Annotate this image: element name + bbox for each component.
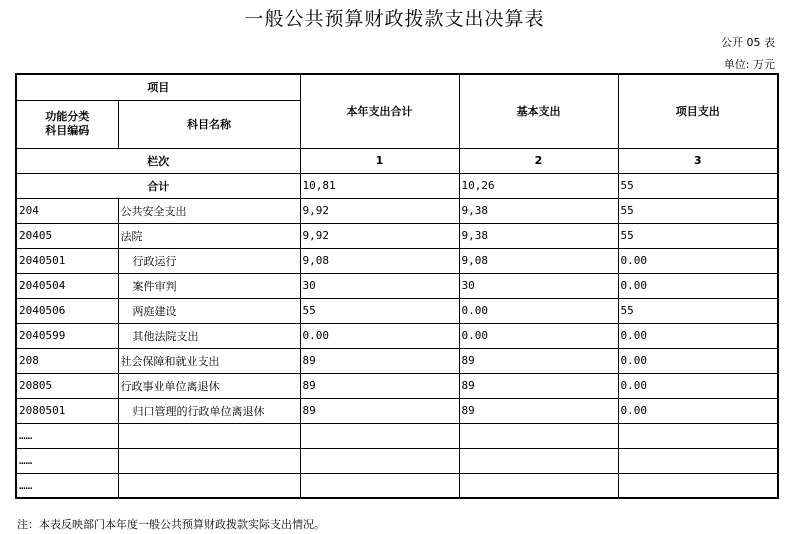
subject-code-cell: 20405	[16, 223, 118, 248]
page-title: 一般公共预算财政拨款支出决算表	[244, 8, 545, 30]
subject-code-cell: 2080501	[16, 398, 118, 423]
subject-code-cell: ……	[16, 423, 118, 448]
total-cell: 10,81	[300, 173, 459, 198]
header-project: 项目支出	[618, 74, 778, 148]
table-row	[16, 448, 778, 473]
total-cell: 9,92	[300, 223, 459, 248]
project-cell: 0.00	[618, 273, 778, 298]
basic-cell: 89	[459, 398, 618, 423]
unit-label: 单位: 万元	[723, 58, 775, 71]
total-cell: 0.00	[300, 323, 459, 348]
subject-name-cell: 其他法院支出	[118, 323, 300, 348]
header-total: 本年支出合计	[300, 74, 459, 148]
footnote: 注：本表反映部门本年度一般公共预算财政拨款实际支出情况。	[17, 518, 325, 531]
subject-name-cell: 行政运行	[118, 248, 300, 273]
total-cell: 9,08	[300, 248, 459, 273]
subject-code-cell: ……	[16, 448, 118, 473]
expenditure-table	[15, 73, 779, 499]
project-cell: 55	[618, 298, 778, 323]
project-cell: 0.00	[618, 398, 778, 423]
project-cell: 55	[618, 198, 778, 223]
basic-cell: 10,26	[459, 173, 618, 198]
table-row	[16, 423, 778, 448]
project-cell	[618, 473, 778, 498]
project-cell: 55	[618, 173, 778, 198]
form-number: 公开 05 表	[721, 36, 775, 49]
project-cell	[618, 423, 778, 448]
subject-name-cell: 案件审判	[118, 273, 300, 298]
subject-name-cell: 法院	[118, 223, 300, 248]
table-row	[16, 248, 778, 273]
table-row	[16, 298, 778, 323]
header-item: 项目	[16, 74, 300, 100]
subject-code-cell: 208	[16, 348, 118, 373]
project-cell: 0.00	[618, 373, 778, 398]
header-name: 科目名称	[118, 100, 300, 148]
total-label: 合计	[16, 173, 300, 198]
subject-name-cell: 归口管理的行政单位离退休	[118, 398, 300, 423]
basic-cell: 0.00	[459, 323, 618, 348]
basic-cell: 9,08	[459, 248, 618, 273]
basic-cell: 89	[459, 373, 618, 398]
basic-cell	[459, 423, 618, 448]
table-row	[16, 223, 778, 248]
total-cell: 9,92	[300, 198, 459, 223]
subject-code-cell: 20805	[16, 373, 118, 398]
header-basic: 基本支出	[459, 74, 618, 148]
basic-cell: 0.00	[459, 298, 618, 323]
subject-code-cell: 204	[16, 198, 118, 223]
subject-code-cell: ……	[16, 473, 118, 498]
column-number-3: 3	[618, 148, 778, 173]
total-cell: 89	[300, 373, 459, 398]
subject-code-cell: 2040506	[16, 298, 118, 323]
basic-cell: 89	[459, 348, 618, 373]
table-row	[16, 348, 778, 373]
total-cell: 30	[300, 273, 459, 298]
table-row	[16, 273, 778, 298]
table-row	[16, 323, 778, 348]
total-cell: 89	[300, 348, 459, 373]
column-number-1: 1	[300, 148, 459, 173]
project-cell: 0.00	[618, 348, 778, 373]
basic-cell	[459, 473, 618, 498]
column-number-2: 2	[459, 148, 618, 173]
table-row	[16, 373, 778, 398]
total-cell	[300, 448, 459, 473]
table-row	[16, 398, 778, 423]
table-row	[16, 473, 778, 498]
project-cell: 0.00	[618, 323, 778, 348]
project-cell: 0.00	[618, 248, 778, 273]
subject-name-cell: 两庭建设	[118, 298, 300, 323]
total-cell	[300, 423, 459, 448]
total-cell: 89	[300, 398, 459, 423]
basic-cell	[459, 448, 618, 473]
basic-cell: 9,38	[459, 223, 618, 248]
subject-code-cell: 2040599	[16, 323, 118, 348]
subject-name-cell: 行政事业单位离退休	[118, 373, 300, 398]
project-cell: 55	[618, 223, 778, 248]
subject-name-cell: 公共安全支出	[118, 198, 300, 223]
table-row	[16, 198, 778, 223]
subject-name-cell	[118, 448, 300, 473]
total-cell: 55	[300, 298, 459, 323]
basic-cell: 30	[459, 273, 618, 298]
total-cell	[300, 473, 459, 498]
project-cell	[618, 448, 778, 473]
subject-code-cell: 2040504	[16, 273, 118, 298]
header-column-index: 栏次	[16, 148, 300, 173]
basic-cell: 9,38	[459, 198, 618, 223]
subject-name-cell: 社会保障和就业支出	[118, 348, 300, 373]
subject-name-cell	[118, 423, 300, 448]
subject-name-cell	[118, 473, 300, 498]
header-code: 功能分类 科目编码	[16, 100, 118, 148]
total-row	[16, 173, 778, 198]
subject-code-cell: 2040501	[16, 248, 118, 273]
